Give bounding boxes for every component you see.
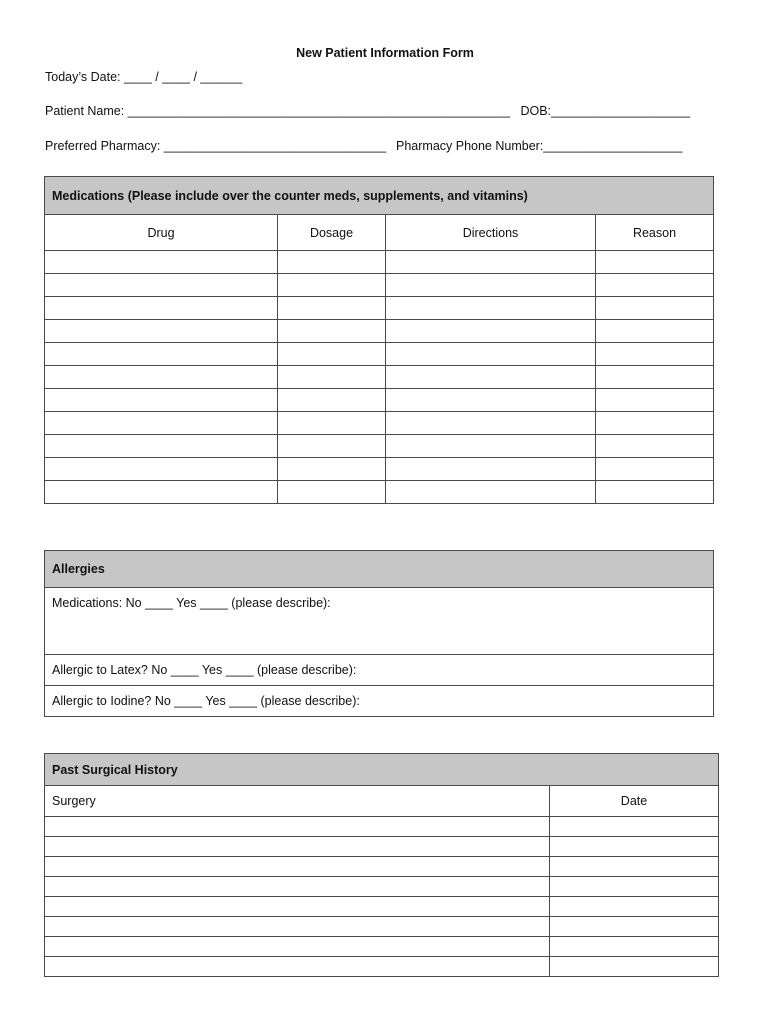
directions-cell[interactable] — [386, 320, 596, 343]
date-cell[interactable] — [550, 877, 719, 897]
reason-cell[interactable] — [596, 389, 714, 412]
drug-cell[interactable] — [45, 458, 278, 481]
drug-cell[interactable] — [45, 320, 278, 343]
reason-cell[interactable] — [596, 297, 714, 320]
date-cell[interactable] — [550, 917, 719, 937]
drug-cell[interactable] — [45, 389, 278, 412]
reason-cell[interactable] — [596, 458, 714, 481]
surgery-row — [45, 857, 719, 877]
form-title: New Patient Information Form — [296, 46, 474, 60]
medication-row — [45, 389, 714, 412]
drug-cell[interactable] — [45, 412, 278, 435]
date-cell[interactable] — [550, 957, 719, 977]
dosage-cell[interactable] — [278, 366, 386, 389]
medication-row — [45, 274, 714, 297]
surgery-row — [45, 897, 719, 917]
pharmacy-phone-field[interactable]: Pharmacy Phone Number:____________________ — [396, 139, 683, 153]
directions-cell[interactable] — [386, 297, 596, 320]
reason-cell[interactable] — [596, 251, 714, 274]
dosage-cell[interactable] — [278, 274, 386, 297]
reason-cell[interactable] — [596, 343, 714, 366]
medication-row — [45, 297, 714, 320]
surgery-row — [45, 957, 719, 977]
directions-cell[interactable] — [386, 412, 596, 435]
date-cell[interactable] — [550, 897, 719, 917]
preferred-pharmacy-field[interactable]: Preferred Pharmacy: ________________________________ — [45, 139, 387, 153]
reason-cell[interactable] — [596, 274, 714, 297]
medication-row — [45, 458, 714, 481]
surgery-column-header: Surgery — [45, 786, 550, 817]
reason-cell[interactable] — [596, 320, 714, 343]
surgery-cell[interactable] — [45, 957, 550, 977]
dosage-cell[interactable] — [278, 343, 386, 366]
medication-row — [45, 481, 714, 504]
directions-cell[interactable] — [386, 481, 596, 504]
drug-cell[interactable] — [45, 297, 278, 320]
drug-cell[interactable] — [45, 274, 278, 297]
directions-cell[interactable] — [386, 274, 596, 297]
dosage-cell[interactable] — [278, 458, 386, 481]
medication-row — [45, 320, 714, 343]
surgery-cell[interactable] — [45, 877, 550, 897]
surgery-row — [45, 817, 719, 837]
dosage-cell[interactable] — [278, 251, 386, 274]
date-cell[interactable] — [550, 857, 719, 877]
date-column-header: Date — [550, 786, 719, 817]
surgical-history-table — [44, 753, 719, 977]
allergies-header: Allergies — [45, 551, 714, 588]
dosage-cell[interactable] — [278, 389, 386, 412]
todays-date-field[interactable]: Today’s Date: ____ / ____ / ______ — [45, 70, 243, 84]
patient-name-dob-field[interactable]: Patient Name: _______________________________________________________ DOB:____________________ — [45, 104, 691, 118]
surgery-row — [45, 917, 719, 937]
drug-cell[interactable] — [45, 366, 278, 389]
dosage-cell[interactable] — [278, 481, 386, 504]
medication-row — [45, 366, 714, 389]
surgery-row — [45, 937, 719, 957]
medication-row — [45, 435, 714, 458]
dosage-cell[interactable] — [278, 435, 386, 458]
surgery-cell[interactable] — [45, 917, 550, 937]
medication-row — [45, 343, 714, 366]
surgical-history-header: Past Surgical History — [45, 754, 719, 786]
surgery-row — [45, 877, 719, 897]
directions-cell[interactable] — [386, 366, 596, 389]
dosage-cell[interactable] — [278, 297, 386, 320]
surgery-cell[interactable] — [45, 857, 550, 877]
directions-column-header: Directions — [386, 215, 596, 251]
surgery-cell[interactable] — [45, 897, 550, 917]
dosage-cell[interactable] — [278, 412, 386, 435]
dosage-cell[interactable] — [278, 320, 386, 343]
drug-column-header: Drug — [45, 215, 278, 251]
drug-cell[interactable] — [45, 435, 278, 458]
reason-column-header: Reason — [596, 215, 714, 251]
drug-cell[interactable] — [45, 481, 278, 504]
drug-cell[interactable] — [45, 251, 278, 274]
drug-cell[interactable] — [45, 343, 278, 366]
directions-cell[interactable] — [386, 458, 596, 481]
directions-cell[interactable] — [386, 435, 596, 458]
surgery-cell[interactable] — [45, 817, 550, 837]
iodine-allergy-field[interactable]: Allergic to Iodine? No ____ Yes ____ (please describe): — [45, 686, 714, 717]
medication-row — [45, 251, 714, 274]
date-cell[interactable] — [550, 937, 719, 957]
reason-cell[interactable] — [596, 412, 714, 435]
reason-cell[interactable] — [596, 481, 714, 504]
surgery-row — [45, 837, 719, 857]
directions-cell[interactable] — [386, 343, 596, 366]
allergies-table — [44, 550, 714, 717]
directions-cell[interactable] — [386, 389, 596, 412]
medication-allergy-field[interactable]: Medications: No ____ Yes ____ (please describe): — [45, 588, 714, 655]
surgery-cell[interactable] — [45, 937, 550, 957]
reason-cell[interactable] — [596, 435, 714, 458]
surgery-cell[interactable] — [45, 837, 550, 857]
date-cell[interactable] — [550, 837, 719, 857]
medication-row — [45, 412, 714, 435]
medications-table — [44, 176, 714, 504]
medications-header: Medications (Please include over the counter meds, supplements, and vitamins) — [45, 177, 714, 215]
dosage-column-header: Dosage — [278, 215, 386, 251]
latex-allergy-field[interactable]: Allergic to Latex? No ____ Yes ____ (please describe): — [45, 655, 714, 686]
directions-cell[interactable] — [386, 251, 596, 274]
reason-cell[interactable] — [596, 366, 714, 389]
date-cell[interactable] — [550, 817, 719, 837]
